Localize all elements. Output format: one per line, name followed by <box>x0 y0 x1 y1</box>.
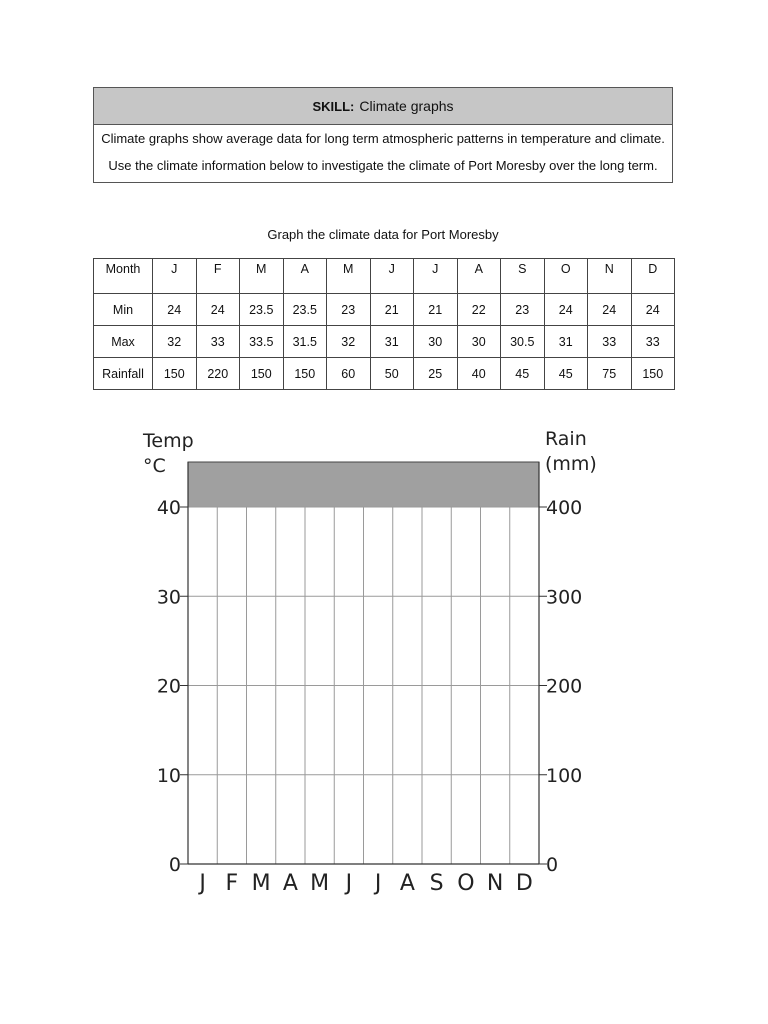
x-tick-label: J <box>345 871 353 896</box>
table-cell: 21 <box>414 294 458 326</box>
x-tick-label: F <box>225 871 239 896</box>
table-cell: 33 <box>196 326 240 358</box>
right-tick-label: 0 <box>546 854 559 876</box>
row-label: Max <box>94 326 153 358</box>
left-tick-label: 10 <box>156 764 181 787</box>
table-cell: 60 <box>327 358 371 390</box>
right-tick-label: 400 <box>546 497 583 519</box>
table-cell: D <box>631 259 675 294</box>
table-cell: 30 <box>457 326 501 358</box>
x-tick-label: S <box>429 871 444 896</box>
table-cell: 24 <box>196 294 240 326</box>
x-tick-label: J <box>374 871 382 896</box>
table-cell: 24 <box>588 294 632 326</box>
right-tick-label: 200 <box>546 675 583 698</box>
table-cell: 23 <box>327 294 371 326</box>
table-cell: 23.5 <box>283 294 327 326</box>
table-cell: O <box>544 259 588 294</box>
table-cell: 24 <box>631 294 675 326</box>
x-tick-label: D <box>515 871 533 896</box>
table-cell: 21 <box>370 294 414 326</box>
graph-caption: Graph the climate data for Port Moresby <box>267 227 499 242</box>
table-cell: N <box>588 259 632 294</box>
table-cell: A <box>283 259 327 294</box>
table-cell: 25 <box>414 358 458 390</box>
table-cell: 33 <box>631 326 675 358</box>
table-cell: 24 <box>153 294 197 326</box>
right-axis-unit: (mm) <box>545 453 597 475</box>
left-tick-label: 0 <box>168 854 181 876</box>
table-cell: M <box>327 259 371 294</box>
table-cell: 24 <box>544 294 588 326</box>
row-label: Min <box>94 294 153 326</box>
table-cell: 150 <box>240 358 284 390</box>
left-axis-unit: °C <box>143 455 166 477</box>
table-cell: 31 <box>370 326 414 358</box>
skill-label: SKILL: <box>312 98 355 114</box>
table-cell: 33 <box>588 326 632 358</box>
table-cell: J <box>153 259 197 294</box>
table-cell: A <box>457 259 501 294</box>
x-tick-label: A <box>399 871 415 896</box>
right-axis-title: Rain <box>545 428 587 450</box>
table-cell: 32 <box>327 326 371 358</box>
table-cell: 23 <box>501 294 545 326</box>
table-cell: 30.5 <box>501 326 545 358</box>
table-cell: 150 <box>631 358 675 390</box>
table-cell: 31 <box>544 326 588 358</box>
left-tick-label: 20 <box>156 675 181 698</box>
table-cell: 45 <box>544 358 588 390</box>
table-cell: 31.5 <box>283 326 327 358</box>
table-cell: S <box>501 259 545 294</box>
table-cell: 220 <box>196 358 240 390</box>
table-cell: 33.5 <box>240 326 284 358</box>
table-cell: M <box>240 259 284 294</box>
left-tick-label: 40 <box>156 497 181 519</box>
x-tick-label: N <box>486 871 504 896</box>
table-cell: 50 <box>370 358 414 390</box>
table-cell: 23.5 <box>240 294 284 326</box>
header-band <box>188 462 539 507</box>
row-label: Month <box>94 259 153 294</box>
skill-title: Climate graphs <box>359 98 454 114</box>
right-tick-label: 100 <box>546 764 583 787</box>
table-cell: 75 <box>588 358 632 390</box>
right-tick-label: 300 <box>546 586 583 609</box>
row-label: Rainfall <box>94 358 153 390</box>
left-axis-title: Temp <box>143 430 194 452</box>
x-tick-label: O <box>457 871 475 896</box>
x-tick-label: J <box>199 871 206 896</box>
table-cell: 22 <box>457 294 501 326</box>
table-cell: 45 <box>501 358 545 390</box>
skill-paragraph-1: Climate graphs show average data for long term atmospheric patterns in temperature and climate. <box>101 131 665 146</box>
table-cell: 150 <box>153 358 197 390</box>
table-cell: 32 <box>153 326 197 358</box>
left-tick-label: 30 <box>156 586 181 609</box>
x-tick-label: M <box>251 871 271 896</box>
table-cell: 150 <box>283 358 327 390</box>
x-tick-label: A <box>282 871 298 896</box>
table-cell: F <box>196 259 240 294</box>
skill-paragraph-2: Use the climate information below to investigate the climate of Port Moresby over the long term. <box>108 158 658 173</box>
table-cell: J <box>370 259 414 294</box>
table-cell: 40 <box>457 358 501 390</box>
x-tick-label: M <box>310 871 330 896</box>
table-cell: J <box>414 259 458 294</box>
table-cell: 30 <box>414 326 458 358</box>
